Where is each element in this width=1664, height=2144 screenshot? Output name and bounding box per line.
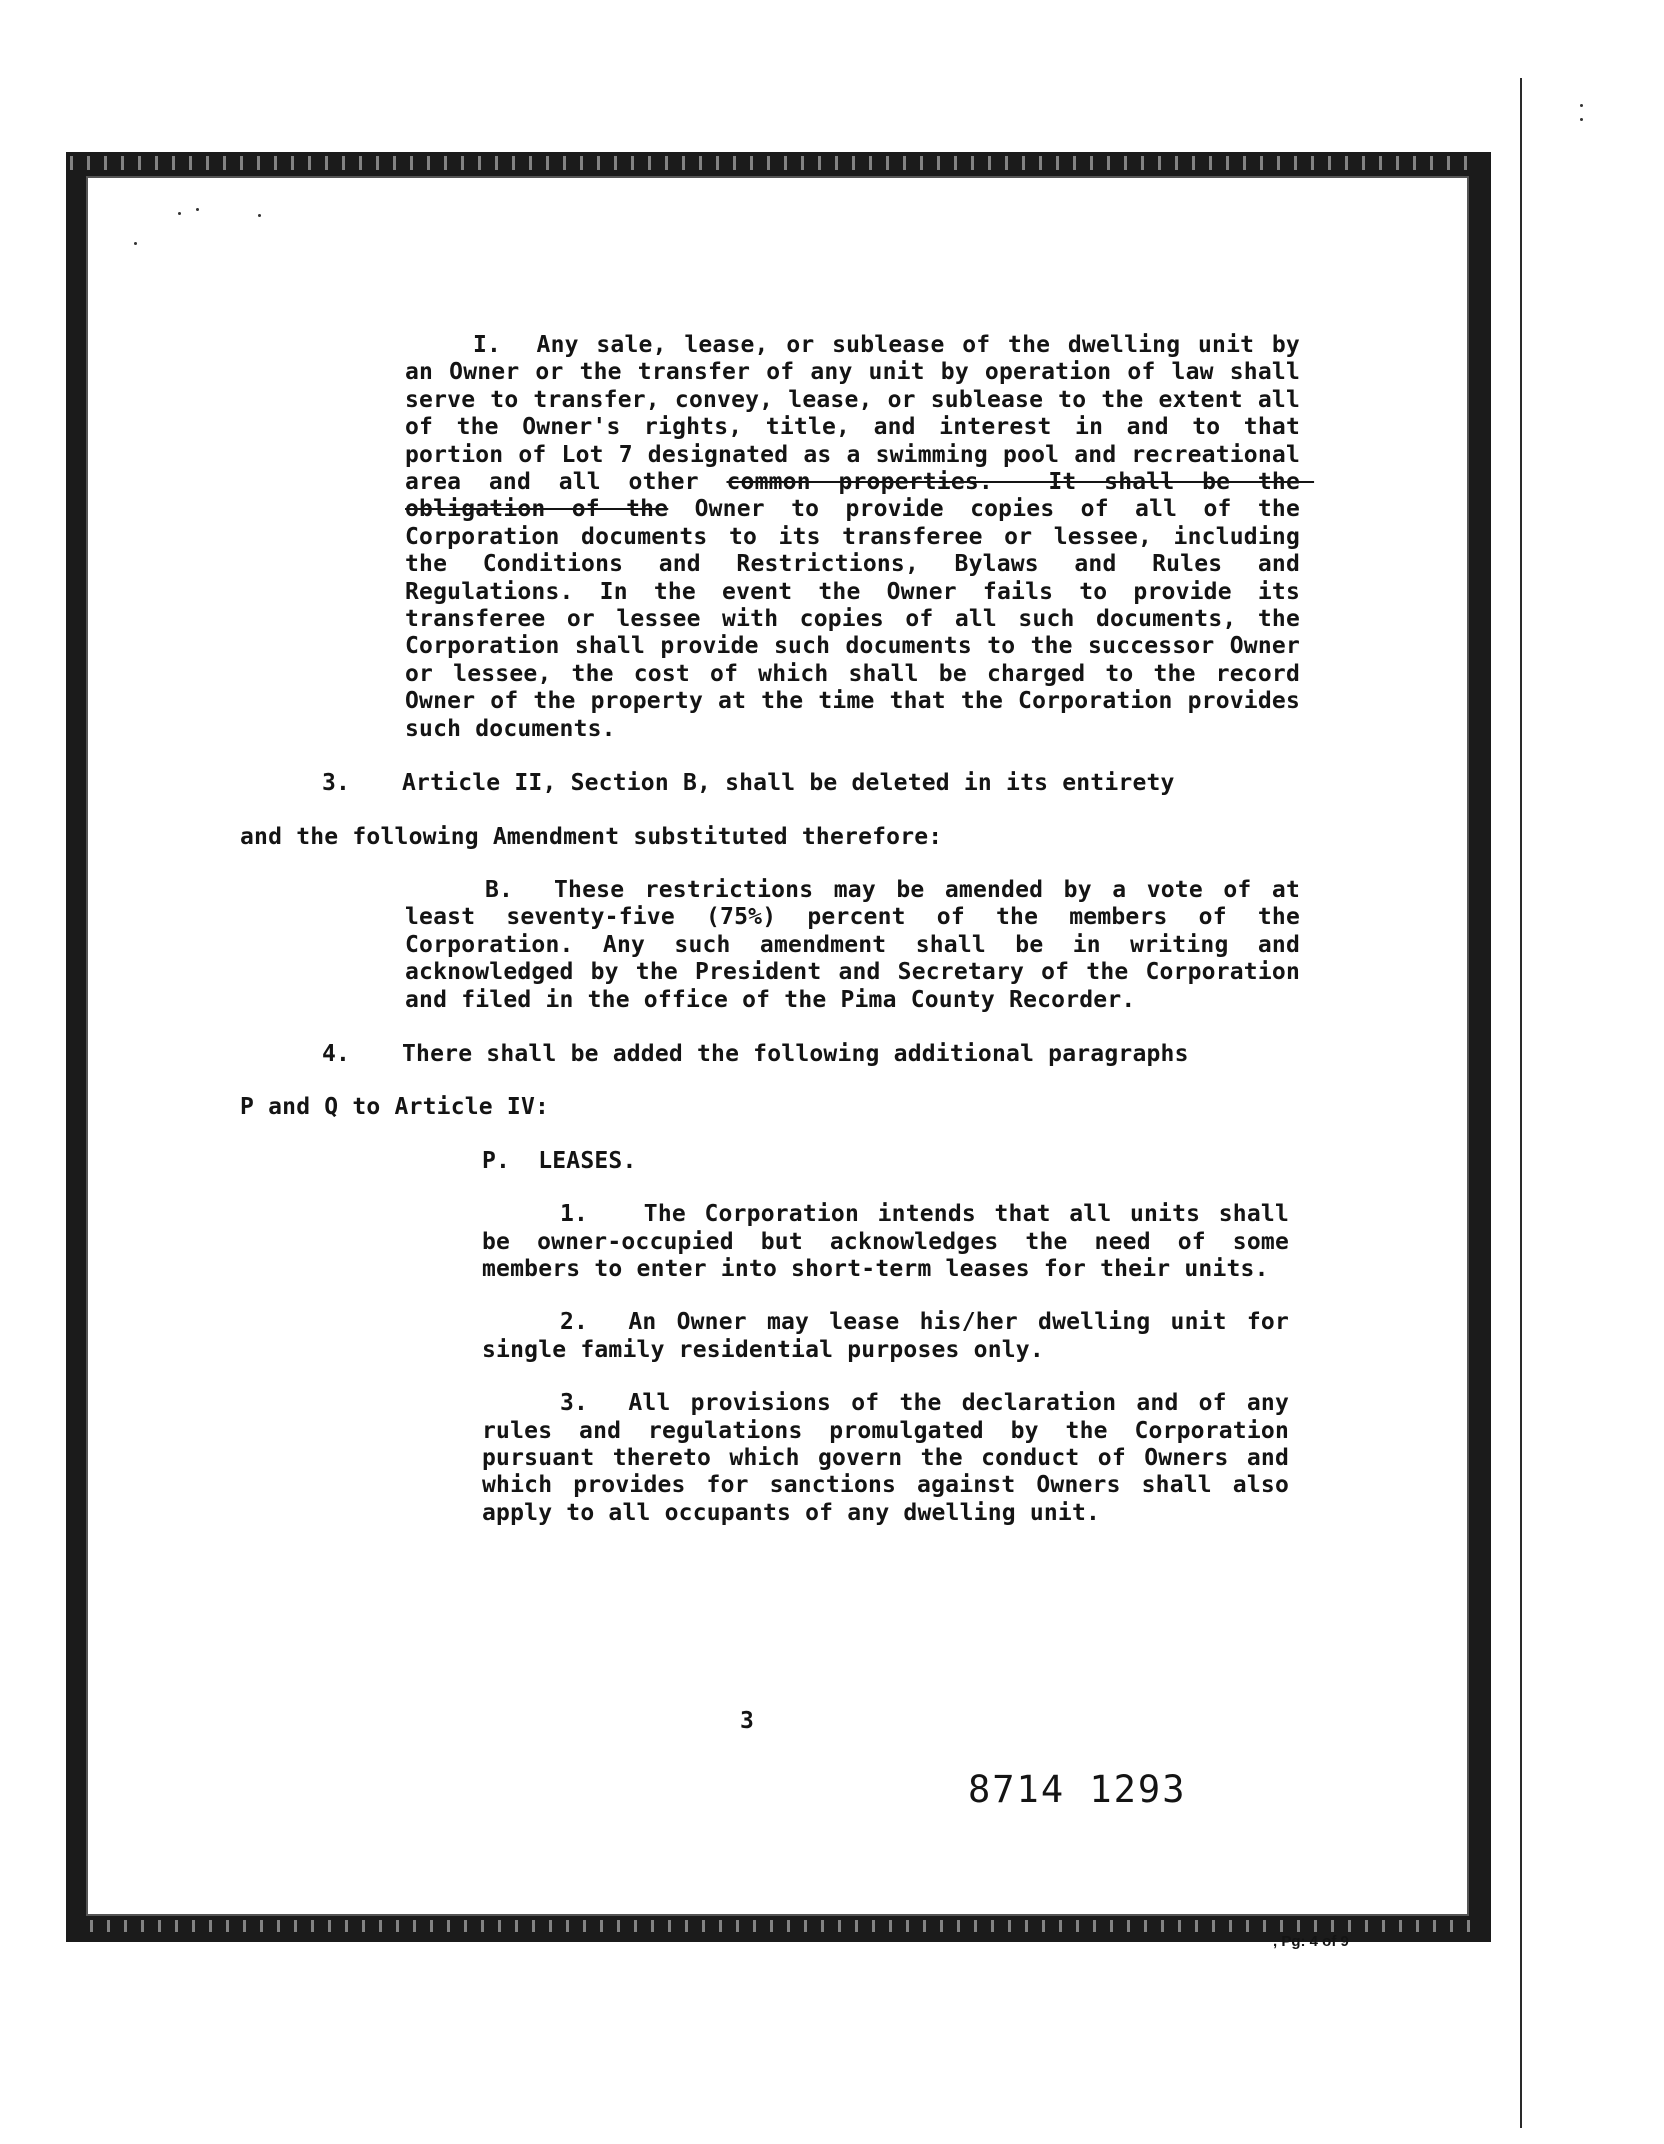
scan-speck <box>1580 118 1583 121</box>
scan-speck <box>258 214 261 217</box>
scan-speck <box>134 242 137 245</box>
item-3-text: Article II, Section B, shall be deleted in its entirety <box>402 770 1175 797</box>
struck-text: common properties. It shall be the obligation of the <box>405 469 1315 523</box>
lease-item-3: 3. All provisions of the declaration and of any rules and regulations promulgated by the Corporation pursuant thereto which govern the conduct of Owners and which provides for sanctions against Owners shall also apply to all occupants of any dwelling unit. <box>482 1390 1304 1526</box>
border-speckle-top <box>70 156 1480 170</box>
paragraph-i-first-line: I. Any sale, lease, or sublease of the dwelling <box>473 332 1181 358</box>
item-4-text: There shall be added the following additional paragraphs <box>402 1040 1189 1067</box>
paragraph-b: B. These restrictions may be amended by a vote of at least seventy-five (75%) percent of the members of the Corporation. Any such amendment shall be in writing and acknowledged by the President and Secretary of the Corporation and filed in the office of the Pima County Recorder. <box>405 876 1315 1013</box>
item-4-line2: P and Q to Article IV: <box>240 1094 550 1121</box>
scan-edge-line <box>1520 78 1522 2128</box>
paragraph-i-body: unit by an Owner or the transfer of any unit by operation of law shall serve to transfer, convey, lease, or sublease to the extent all of the Owner's rights, title, and interest in and to that portion of Lot 7 designated as a swimming pool and recreational area and all other <box>405 332 1315 496</box>
item-4-number: 4. <box>322 1040 351 1067</box>
paragraph-i-body-continued: Owner to provide copies of all of the Corporation documents to its transferee or lessee, including the Conditions and Restrictions, Bylaws and Rules and Regulations. In the event the Owner fails to provide its transferee or lessee with copies of all such documents, the Corporation shall provide such documents to the successor Owner or lessee, the cost of which shall be charged to the record Owner of the property at the time that the Corporation provides such documents. <box>405 496 1315 742</box>
lease-item-2: 2. An Owner may lease his/her dwelling unit for single family residential purposes only. <box>482 1309 1304 1363</box>
document-body <box>240 332 1315 1527</box>
scan-speck <box>196 208 199 211</box>
page-counter: , Pg: 4 of 9 <box>1273 1933 1349 1950</box>
heading-p-leases: P. LEASES. <box>482 1147 637 1174</box>
item-3-line2: and the following Amendment substituted therefore: <box>240 823 943 850</box>
scan-speck <box>178 212 181 215</box>
item-3-number: 3. <box>322 770 351 797</box>
lease-item-1: 1. The Corporation intends that all units shall be owner-occupied but acknowledges the need of some members to enter into short-term leases for their units. <box>482 1201 1304 1282</box>
border-speckle-bottom <box>90 1920 1470 1932</box>
page-number: 3 <box>740 1708 754 1734</box>
scan-speck <box>1580 104 1583 107</box>
record-number: 8714 1293 <box>968 1768 1187 1811</box>
item-3-line1 <box>240 770 1300 797</box>
paragraph-i <box>405 332 1315 743</box>
item-4-line1 <box>240 1041 1300 1068</box>
